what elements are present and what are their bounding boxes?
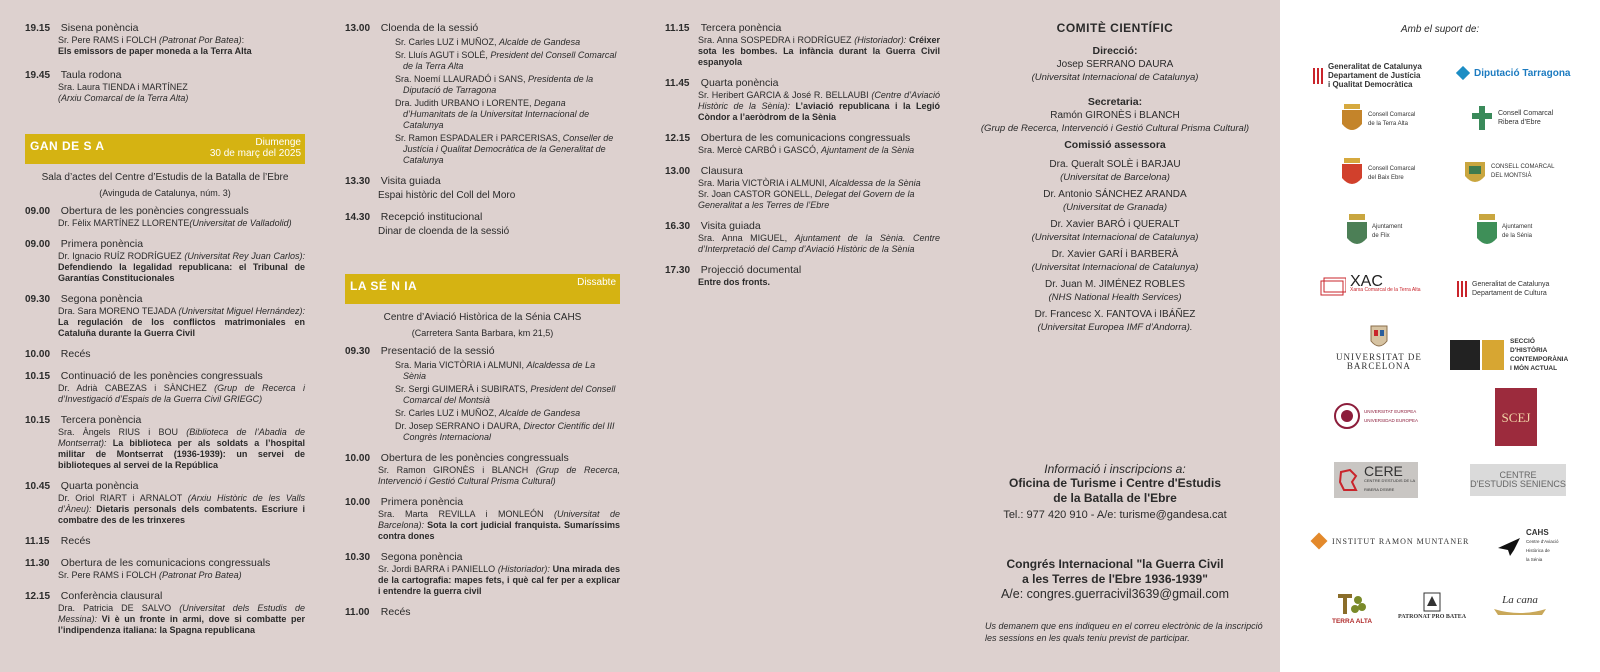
affiliation: (Historiador): xyxy=(497,564,550,574)
program-item xyxy=(665,165,940,211)
item-time: 10.15 xyxy=(25,415,51,426)
item-time: 09.00 xyxy=(25,206,51,217)
colon: : xyxy=(241,35,245,45)
congress-email[interactable]: A/e: congres.guerracivil3639@gmail.com xyxy=(1000,587,1230,601)
item-head xyxy=(25,535,305,548)
cere-subtitle: CENTRE D'ESTUDIS DE LA RIBERA D'EBRE xyxy=(1364,477,1415,492)
speaker: Sr. Pere RAMS i FOLCH xyxy=(58,570,160,580)
affiliation: (Centre d’Aviació Històric de la Sènia): xyxy=(698,90,940,111)
talk-title: Entre dos fronts. xyxy=(698,277,771,287)
director-affiliation: (Universitat Internacional de Catalunya) xyxy=(1031,72,1199,83)
item-time: 13.00 xyxy=(665,166,691,177)
item-title: Recés xyxy=(60,535,91,547)
item-title: Recés xyxy=(380,606,411,618)
person xyxy=(395,384,620,406)
item-time: 10.00 xyxy=(345,497,371,508)
program-item xyxy=(25,293,305,339)
item-time: 11.30 xyxy=(25,558,50,569)
program-item xyxy=(25,370,305,405)
region-map-icon xyxy=(1338,468,1360,492)
person-role: President del Consell Comarcal del Montsià xyxy=(403,384,616,405)
affiliation: (Historiador): xyxy=(854,35,907,45)
talk-title: Defendiendo la legalidad republicana: el Tribunal de Garantías Constitucionales xyxy=(58,262,305,283)
item-head xyxy=(25,370,305,383)
item-detail xyxy=(665,178,940,189)
item-title: Clausura xyxy=(700,165,743,177)
affiliation: (Arxiu Històric de les Valls d’Àneu): xyxy=(58,493,305,514)
item-time: 10.30 xyxy=(345,552,371,563)
affiliation: (Universitat de Barcelona): xyxy=(378,509,620,530)
program-item xyxy=(345,452,620,487)
program-item xyxy=(345,175,620,202)
affiliation: (Universitat dels Estudis de Messina): xyxy=(58,603,305,624)
item-detail xyxy=(665,277,940,288)
cahs-subtitle: Centre d'Aviació Històrica de la Sénia xyxy=(1526,539,1559,562)
talk-title: La regulación de los conflictos matrimoniales en Cataluña durante la Guerra Civil xyxy=(58,317,305,338)
band-place: GAN DE S A xyxy=(30,139,105,153)
item-time: 10.00 xyxy=(345,453,371,464)
item-title: Tercera ponència xyxy=(60,414,142,426)
program-item xyxy=(665,220,940,255)
item-detail xyxy=(25,493,305,526)
member-affiliation: (Universitat de Barcelona) xyxy=(1060,172,1170,183)
speaker: Sra. Anna MIGUEL, xyxy=(698,233,795,243)
cc-terra-alta-logo: Consell Comarcal de la Terra Alta xyxy=(1340,104,1415,136)
affiliation: (Universitat Rey Juan Carlos): xyxy=(184,251,305,261)
band-date xyxy=(210,137,301,159)
item-title: Segona ponència xyxy=(60,293,143,305)
secretary-name: Ramón GIRONÈS i BLANCH xyxy=(1050,110,1180,121)
item-detail xyxy=(665,233,940,255)
item-time: 10.45 xyxy=(25,481,51,492)
item-detail xyxy=(25,603,305,636)
item-title: Primera ponència xyxy=(380,496,464,508)
speaker: Dr. Fèlix MARTÍNEZ LLORENTE xyxy=(58,218,190,228)
venue: Centre d’Aviació Històrica de la Sénia CAHS xyxy=(383,312,582,323)
item-detail xyxy=(345,465,620,487)
item-time: 19.15 xyxy=(25,23,51,34)
shield-icon xyxy=(1476,214,1498,250)
member-affiliation: (Universitat Internacional de Catalunya) xyxy=(1031,232,1199,243)
member-name: Dra. Queralt SOLÈ i BARJAU xyxy=(1049,159,1181,170)
item-head xyxy=(25,238,305,251)
ub-logo: UNIVERSITAT DE BARCELONA xyxy=(1336,325,1422,371)
cross-icon xyxy=(1470,104,1494,132)
talk-title: La biblioteca per als soldats a l’hospital militar de Montserrat (1936-1939): un servei de biblioteques al servei de la República xyxy=(58,438,305,470)
person xyxy=(395,421,620,443)
item-time: 11.15 xyxy=(665,23,690,34)
item-detail xyxy=(25,306,305,339)
item-head xyxy=(25,205,305,218)
person-role: Alcaldessa de La Sènia xyxy=(403,360,596,381)
emblem-icon xyxy=(1423,592,1441,612)
item-title: Cloenda de la sessió xyxy=(380,22,479,34)
program-item xyxy=(25,205,305,229)
affiliation: Delegat del Govern de la Generalitat a les Terres de l’Ebre xyxy=(698,189,915,210)
item-time: 09.30 xyxy=(25,294,51,305)
xac-title: XAC xyxy=(1350,273,1383,290)
person xyxy=(395,37,620,48)
item-head xyxy=(665,132,940,145)
venue: Sala d’actes del Centre d’Estudis de la Batalla de l’Ebre xyxy=(41,172,289,183)
item-detail xyxy=(25,383,305,405)
person xyxy=(395,360,620,382)
committee-title: COMITÈ CIENTÍFIC xyxy=(1056,21,1174,35)
program-item xyxy=(345,606,620,619)
item-head xyxy=(25,293,305,306)
program-item xyxy=(25,238,305,284)
day-band-gandesa xyxy=(25,134,305,164)
program-item xyxy=(345,211,620,238)
item-time: 09.00 xyxy=(25,239,51,250)
speaker: Sr. Pere RAMS i FOLCH xyxy=(58,35,160,45)
item-time: 17.30 xyxy=(665,265,691,276)
person-name: Sr. Sergi GUIMERÀ i SUBIRATS, xyxy=(395,384,531,394)
item-head xyxy=(25,557,305,570)
info-org: Oficina de Turisme i Centre d'Estudis xyxy=(1008,476,1221,490)
item-title: Obertura de les comunicacions congressuals xyxy=(60,557,271,569)
people-list xyxy=(345,360,620,443)
program-item xyxy=(25,480,305,526)
aj-senia-logo: Ajuntament de la Sénia xyxy=(1476,214,1532,250)
person-name: Dra. Judith URBANO i LORENTE, xyxy=(395,98,535,108)
item-title: Presentació de la sessió xyxy=(380,345,495,357)
item-head xyxy=(665,77,940,90)
item-detail xyxy=(25,251,305,284)
venue-address: (Avinguda de Catalunya, núm. 3) xyxy=(99,188,231,198)
item-detail xyxy=(345,509,620,542)
person-role: Alcalde de Gandesa xyxy=(499,37,581,47)
congress-title: a les Terres de l'Ebre 1936-1939" xyxy=(1022,572,1208,586)
item-title: Projecció documental xyxy=(700,264,802,276)
program-item xyxy=(345,551,620,597)
boat-icon xyxy=(1492,605,1548,617)
cc-ribera-logo: Consell Comarcal Ribera d’Ebre xyxy=(1470,104,1553,132)
item-head xyxy=(25,414,305,427)
la-cana-logo: La cana xyxy=(1492,596,1548,617)
item-time: 13.00 xyxy=(345,23,371,34)
item-detail xyxy=(25,218,305,229)
affiliation: (Grup de Recerca, Intervenció i Gestió Cultural Prisma Cultural) xyxy=(378,465,620,486)
person xyxy=(395,408,620,419)
registration-note: Us demanem que ens indiqueu en el correu electrònic de la inscripció les sessions en les quals teniu previst de participar. xyxy=(985,621,1263,643)
person xyxy=(395,74,620,96)
aj-flix-logo: Ajuntament de Flix xyxy=(1346,214,1402,250)
person xyxy=(395,50,620,72)
diputacio-icon xyxy=(1456,66,1470,80)
item-time: 11.15 xyxy=(25,536,50,547)
item-title: Recés xyxy=(60,348,91,360)
item-title: Taula rodona xyxy=(60,69,122,81)
band-day: Diumenge xyxy=(255,137,301,148)
irm-logo: INSTITUT RAMON MUNTANER xyxy=(1310,532,1469,550)
person-name: Dr. Josep SERRANO i DAURA, xyxy=(395,421,524,431)
person-role: Director Científic del III Congrès Internacional xyxy=(403,421,615,442)
member-affiliation: (NHS National Health Services) xyxy=(1048,292,1182,303)
band-day: Dissabte xyxy=(577,277,616,288)
sponsors-panel xyxy=(1280,0,1600,672)
item-time: 12.15 xyxy=(665,133,691,144)
person-role: Conseller de Justícia i Qualitat Democràtica de la Generalitat de Catalunya xyxy=(403,133,614,165)
member-affiliation: (Universitat de Granada) xyxy=(1062,202,1168,213)
person xyxy=(395,133,620,166)
item-detail xyxy=(25,570,305,581)
speaker: Dr. Oriol RIART i ARNALOT xyxy=(58,493,188,503)
gencat-justicia-logo: Generalitat de Catalunya Departament de Justícia i Qualitat Democràtica xyxy=(1312,62,1422,89)
affiliation: (Universitat Miguel Hernández): xyxy=(178,306,305,316)
affiliation: (Universitat de Valladolid) xyxy=(189,218,292,228)
gencat-cultura-logo: Generalitat de Catalunya Departament de Cultura xyxy=(1456,280,1549,298)
talk-title: Sota la cort judicial franquista. Sumaríssims contra dones xyxy=(378,520,620,541)
program-item xyxy=(25,557,305,581)
person-role: Degana d’Humanitats de la Universitat Internacional de Catalunya xyxy=(403,98,590,130)
person-name: Sra. Maria VICTÒRIA i ALMUNI, xyxy=(395,360,527,370)
member-name: Dr. Francesc X. FANTOVA i IBÁÑEZ xyxy=(1034,309,1196,320)
advisory-members xyxy=(980,158,1250,334)
item-time: 11.00 xyxy=(345,607,370,618)
item-time: 16.30 xyxy=(665,221,691,232)
ces-logo: CENTRE D'ESTUDIS SENIENCS xyxy=(1470,464,1566,496)
item-title: Obertura de les comunicacions congressuals xyxy=(700,132,911,144)
diamond-icon xyxy=(1310,532,1328,550)
item-detail xyxy=(665,35,940,68)
member-affiliation: (Universitat Internacional de Catalunya) xyxy=(1031,262,1199,273)
member-affiliation: (Universitat Europea IMF d’Andorra). xyxy=(1037,322,1193,333)
cere-logo xyxy=(1334,462,1418,498)
item-line: Dinar de cloenda de la sessió xyxy=(378,226,510,237)
affiliation: (Patronat Pro Batea) xyxy=(159,570,242,580)
item-title: Visita guiada xyxy=(700,220,761,232)
speaker: Dr. Ignacio RUÍZ RODRÍGUEZ xyxy=(58,251,185,261)
program-column-3 xyxy=(665,22,940,297)
affiliation: Alcaldessa de la Sènia xyxy=(829,178,921,188)
program-item xyxy=(665,77,940,123)
item-title: Quarta ponència xyxy=(60,480,139,492)
item-head xyxy=(25,590,305,603)
item-head xyxy=(345,496,620,509)
speaker: Dra. Patricia DE SALVO xyxy=(58,603,180,613)
speaker: Sr. Heribert GARCIA & José R. BELLAUBI xyxy=(698,90,872,100)
program-list xyxy=(25,205,305,636)
plane-icon xyxy=(1496,534,1522,558)
person-role: Alcalde de Gandesa xyxy=(499,408,581,418)
diputacio-logo: Diputació Tarragona xyxy=(1456,66,1571,80)
cc-baix-ebre-logo: Consell Comarcal del Baix Ebre xyxy=(1340,158,1415,190)
program-item xyxy=(665,132,940,156)
speaker: Sra. Laura TIENDA i MARTÍNEZ xyxy=(58,82,188,92)
seccio-historia-logo: SECCIÓ D'HISTÒRIA CONTEMPORÀNIA I MÓN ACTUAL xyxy=(1450,337,1568,373)
do-terra-alta-logo: TERRA ALTA xyxy=(1332,592,1372,626)
cahs-title: CAHS xyxy=(1526,528,1549,537)
item-title: Obertura de les ponències congressuals xyxy=(60,205,249,217)
speaker: Sr. Ramon GIRONÈS i BLANCH xyxy=(378,465,536,475)
item-head xyxy=(25,348,305,361)
grape-icon xyxy=(1336,592,1368,616)
people-list xyxy=(345,37,620,166)
info-org: de la Batalla de l'Ebre xyxy=(1053,491,1177,505)
program-list xyxy=(345,452,620,619)
advisory-heading: Comissió assessora xyxy=(1064,139,1166,151)
person-role: President del Consell Comarcal de la Terra Alta xyxy=(403,50,617,71)
person-role: Presidenta de la Diputació de Tarragona xyxy=(403,74,594,95)
item-time: 19.45 xyxy=(25,70,51,81)
member-name: Dr. Xavier GARÍ i BARBERÀ xyxy=(1051,249,1179,260)
affiliation: (Arxiu Comarcal de la Terra Alta) xyxy=(58,93,189,103)
speaker: Sr. Jordi BARRA i PANIELLO xyxy=(378,564,498,574)
item-title: Visita guiada xyxy=(380,175,441,187)
secretary-affiliation: (Grup de Recerca, Intervenció i Gestió Cultural Prisma Cultural) xyxy=(980,123,1250,134)
affiliation: Ajuntament de la Sènia. Centre d’Interpretació del Camp d’Aviació Històric de la Sènia xyxy=(698,233,940,254)
item-title: Continuació de les ponències congressuals xyxy=(60,370,263,382)
speaker: Sra. Maria VICTÒRIA i ALMUNI, xyxy=(698,178,830,188)
director-name: Josep SERRANO DAURA xyxy=(1056,59,1174,70)
ub-shield-icon xyxy=(1370,325,1388,351)
talk-title: Dietaris personals dels combatents. Escriure i combatre des de les trinxeres xyxy=(58,504,305,525)
program-item xyxy=(345,22,620,166)
cc-montsia-logo: CONSELL COMARCAL DEL MONTSIÀ xyxy=(1463,156,1554,188)
item-time: 11.45 xyxy=(665,78,690,89)
program-item xyxy=(665,22,940,68)
item-detail xyxy=(665,145,940,156)
person-name: Sr. Carles LUZ i MUÑOZ, xyxy=(395,408,500,418)
item-time: 13.30 xyxy=(345,176,371,187)
info-heading: Informació i inscripcions a: xyxy=(1044,462,1186,476)
item-head xyxy=(665,165,940,178)
registration-info xyxy=(980,462,1250,521)
patronat-batea-logo: PATRONAT PRO BATEA xyxy=(1398,592,1466,622)
item-title: Sisena ponència xyxy=(60,22,139,34)
band-date-text: 30 de març del 2025 xyxy=(209,148,301,159)
congress-title: Congrés Internacional "la Guerra Civil xyxy=(1006,557,1224,571)
item-time: 10.00 xyxy=(25,349,51,360)
talk-title: Una mirada des de la cartografia: mapes fets, i què cal fer per a explicar i entendre la guerra civil xyxy=(378,564,620,596)
congress-info xyxy=(980,557,1250,601)
program-item xyxy=(25,348,305,361)
xac-subtitle: Xarxa Comarcal de la Terra Alta xyxy=(1350,287,1421,293)
speaker: Sr. Joan CASTOR GONELL, xyxy=(698,189,815,199)
shield-icon xyxy=(1340,158,1364,190)
shield-icon xyxy=(1340,104,1364,136)
shield-icon xyxy=(1346,214,1368,250)
shield-icon xyxy=(1463,156,1487,188)
program-list xyxy=(665,22,940,288)
talk-title: Vi è un fronte in armi, dove si combatte per l’indipendenza italiana: la Spagna republicana xyxy=(58,614,305,635)
speaker: Sra. Anna SOSPEDRA i RODRÍGUEZ xyxy=(698,35,855,45)
info-contact: Tel.: 977 420 910 - A/e: turisme@gandesa.cat xyxy=(1003,509,1227,521)
member-name: Dr. Xavier BARÓ i QUERALT xyxy=(1050,219,1180,230)
item-detail xyxy=(345,564,620,597)
affiliation: Ajuntament de la Sènia xyxy=(821,145,915,155)
speaker: Sra. Àngels RIUS i BOU xyxy=(58,427,187,437)
item-detail xyxy=(665,189,940,211)
program-item xyxy=(25,590,305,636)
band-date xyxy=(577,277,616,288)
item-title: Segona ponència xyxy=(380,551,463,563)
affiliation: (Biblioteca de l’Abadia de Montserrat): xyxy=(58,427,305,448)
ue-logo: UNIVERSITAT EUROPEA UNIVERSIDAD EUROPEA xyxy=(1334,403,1418,429)
person-name: Sr. Carles LUZ i MUÑOZ, xyxy=(395,37,500,47)
item-title: Obertura de les ponències congressuals xyxy=(380,452,569,464)
senyera-icon xyxy=(1456,281,1468,297)
xac-logo xyxy=(1320,273,1421,296)
cere-title: CERE xyxy=(1364,462,1403,479)
program-item xyxy=(25,535,305,548)
speaker: Sra. Marta REVILLA i MONLEÓN xyxy=(378,509,554,519)
talk-title: Els emissors de paper moneda a la Terra Alta xyxy=(58,46,252,56)
person-name: Sr. Ramon ESPADALER i PARCERISAS, xyxy=(395,133,563,143)
cahs-logo xyxy=(1496,528,1559,564)
talk-title: Créixer sota les bombes. La infància durant la Guerra Civil espanyola xyxy=(698,35,940,67)
item-head xyxy=(345,551,620,564)
item-head xyxy=(345,606,620,619)
item-title: Recepció institucional xyxy=(380,211,483,223)
speaker: Dra. Sara MORENO TEJADA xyxy=(58,306,179,316)
program-item xyxy=(345,496,620,542)
item-detail xyxy=(665,90,940,123)
day-band-senia xyxy=(345,274,620,304)
member-name: Dr. Antonio SÁNCHEZ ARANDA xyxy=(1043,189,1187,200)
item-title: Tercera ponència xyxy=(700,22,782,34)
item-head xyxy=(665,220,940,233)
item-time: 09.30 xyxy=(345,346,371,357)
item-title: Quarta ponència xyxy=(700,77,779,89)
item-head xyxy=(665,264,940,277)
item-time: 12.15 xyxy=(25,591,51,602)
folder-icon xyxy=(1320,276,1346,296)
band-place: LA SÉ N IA xyxy=(350,279,418,293)
item-head xyxy=(665,22,940,35)
program-item xyxy=(25,69,305,104)
item-detail xyxy=(25,427,305,471)
senyera-icon xyxy=(1312,68,1324,84)
affiliation: (Patronat Por Batea) xyxy=(159,35,242,45)
person xyxy=(395,98,620,131)
item-head xyxy=(25,480,305,493)
item-time: 14.30 xyxy=(345,212,371,223)
scientific-committee xyxy=(980,22,1250,338)
scej-logo: SCEJ xyxy=(1495,388,1537,446)
talk-title: L’aviació republicana i la Legió Còndor a l’aeròdrom de la Sènia xyxy=(698,101,940,122)
item-title: Primera ponència xyxy=(60,238,144,250)
item-time: 10.15 xyxy=(25,371,51,382)
direction-heading: Direcció: xyxy=(1092,45,1138,57)
affiliation: (Grup de Recerca i d’Investigació d’Espais de la Guerra Civil GRIEGC) xyxy=(58,383,305,404)
item-title: Conferència clausural xyxy=(60,590,163,602)
program-item xyxy=(25,414,305,471)
secretary-heading: Secretaria: xyxy=(1087,96,1143,108)
person-name: Sr. Lluís AGUT i SOLÉ, xyxy=(395,50,491,60)
seal-icon xyxy=(1334,403,1360,429)
item-line: Espai històric del Coll del Moro xyxy=(378,190,516,201)
person-name: Sra. Noemí LLAURADÓ i SANS, xyxy=(395,74,529,84)
program-item xyxy=(345,345,620,443)
venue-address: (Carretera Santa Barbara, km 21,5) xyxy=(411,328,554,338)
program-column-2 xyxy=(345,22,620,628)
speaker: Dr. Adrià CABEZAS i SÀNCHEZ xyxy=(58,383,215,393)
sponsors-heading: Amb el suport de: xyxy=(1400,24,1480,35)
program-item xyxy=(665,264,940,288)
book-photo-icon xyxy=(1450,340,1506,370)
program-item xyxy=(25,22,305,57)
program-column-1 xyxy=(25,22,305,645)
item-head xyxy=(345,452,620,465)
speaker: Sra. Mercè CARBÓ i GASCÓ, xyxy=(698,145,822,155)
member-name: Dr. Juan M. JIMÉNEZ ROBLES xyxy=(1044,279,1186,290)
